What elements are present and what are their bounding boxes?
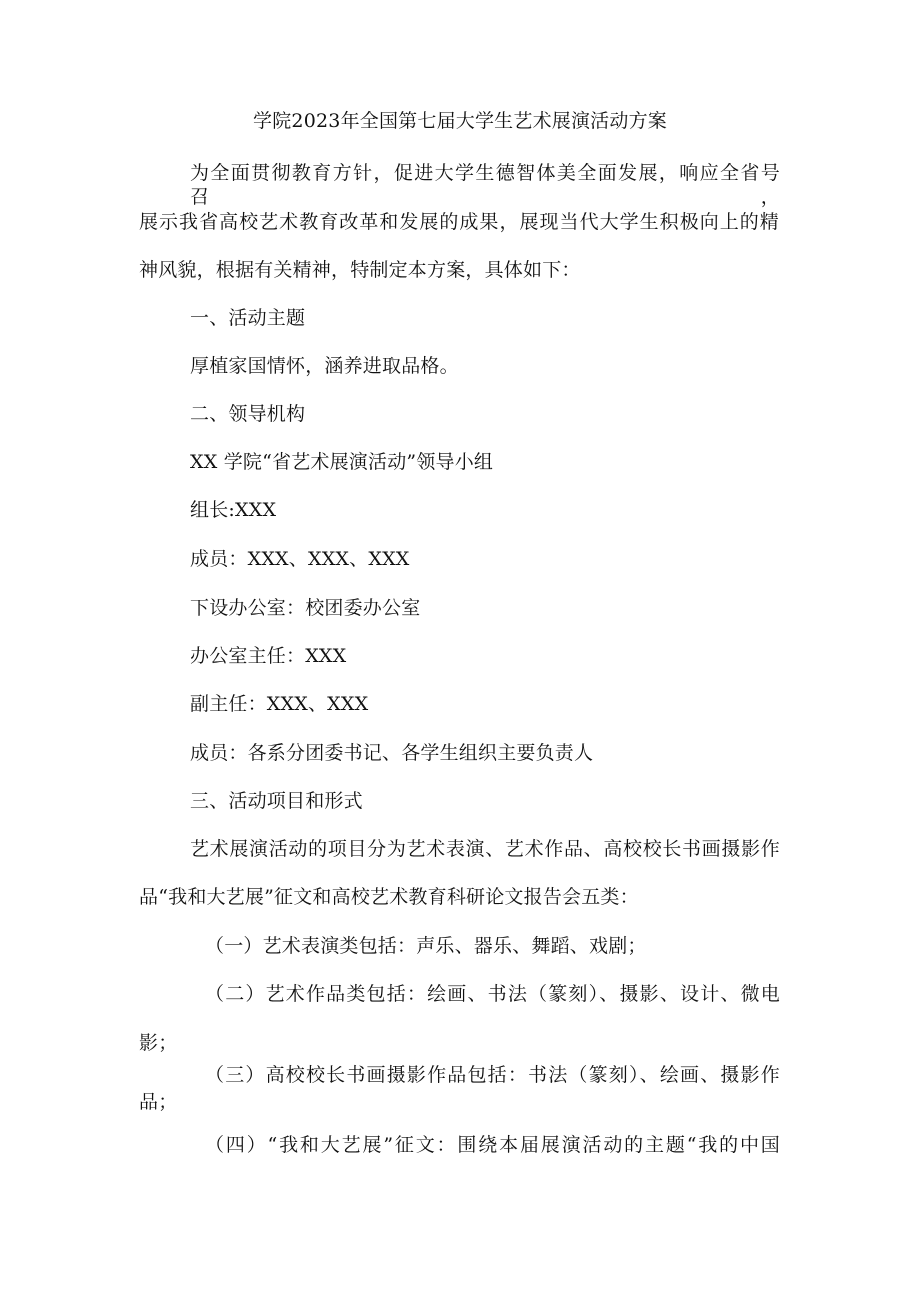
intro-line-2: 展示我省高校艺术教育改革和发展的成果，展现当代大学生积极向上的精 <box>139 211 779 233</box>
leadership-office-members: 成员：各系分团委书记、各学生组织主要负责人 <box>190 742 594 764</box>
project-item-2: （二）艺术作品类包括：绘画、书法（篆刻）、摄影、设计、微电 <box>205 983 780 1005</box>
document-title: 学院2023年全国第七届大学生艺术展演活动方案 <box>253 110 667 132</box>
leadership-office: 下设办公室：校团委办公室 <box>190 597 421 619</box>
leadership-group: XX 学院“省艺术展演活动”领导小组 <box>190 451 494 473</box>
project-item-3: （三）高校校长书画摄影作品包括：书法（篆刻）、绘画、摄影作 <box>205 1064 780 1086</box>
leadership-leader: 组长:XXX <box>190 499 277 521</box>
leadership-office-director: 办公室主任：XXX <box>190 645 347 667</box>
project-item-3-continued: 品； <box>139 1091 178 1113</box>
section-heading-leadership: 二、领导机构 <box>190 403 306 425</box>
projects-intro-line-1: 艺术展演活动的项目分为艺术表演、艺术作品、高校校长书画摄影作 <box>190 838 780 860</box>
projects-intro-line-2: 品“我和大艺展”征文和高校艺术教育科研论文报告会五类： <box>139 886 639 908</box>
project-item-2-continued: 影； <box>139 1032 178 1054</box>
project-item-4: （四）“我和大艺展”征文：围绕本届展演活动的主题“我的中国 <box>205 1134 780 1156</box>
section-heading-projects: 三、活动项目和形式 <box>190 790 363 812</box>
intro-line-3: 神风貌，根据有关精神，特制定本方案，具体如下： <box>139 259 581 281</box>
theme-text: 厚植家国情怀，涵养进取品格。 <box>190 355 459 377</box>
project-item-1: （一）艺术表演类包括：声乐、器乐、舞蹈、戏剧； <box>205 935 647 957</box>
section-heading-theme: 一、活动主题 <box>190 307 306 329</box>
intro-line-1: 为全面贯彻教育方针，促进大学生德智体美全面发展，响应全省号召， <box>190 162 780 208</box>
leadership-deputy-director: 副主任：XXX、XXX <box>190 693 369 715</box>
leadership-members: 成员：XXX、XXX、XXX <box>190 548 410 570</box>
